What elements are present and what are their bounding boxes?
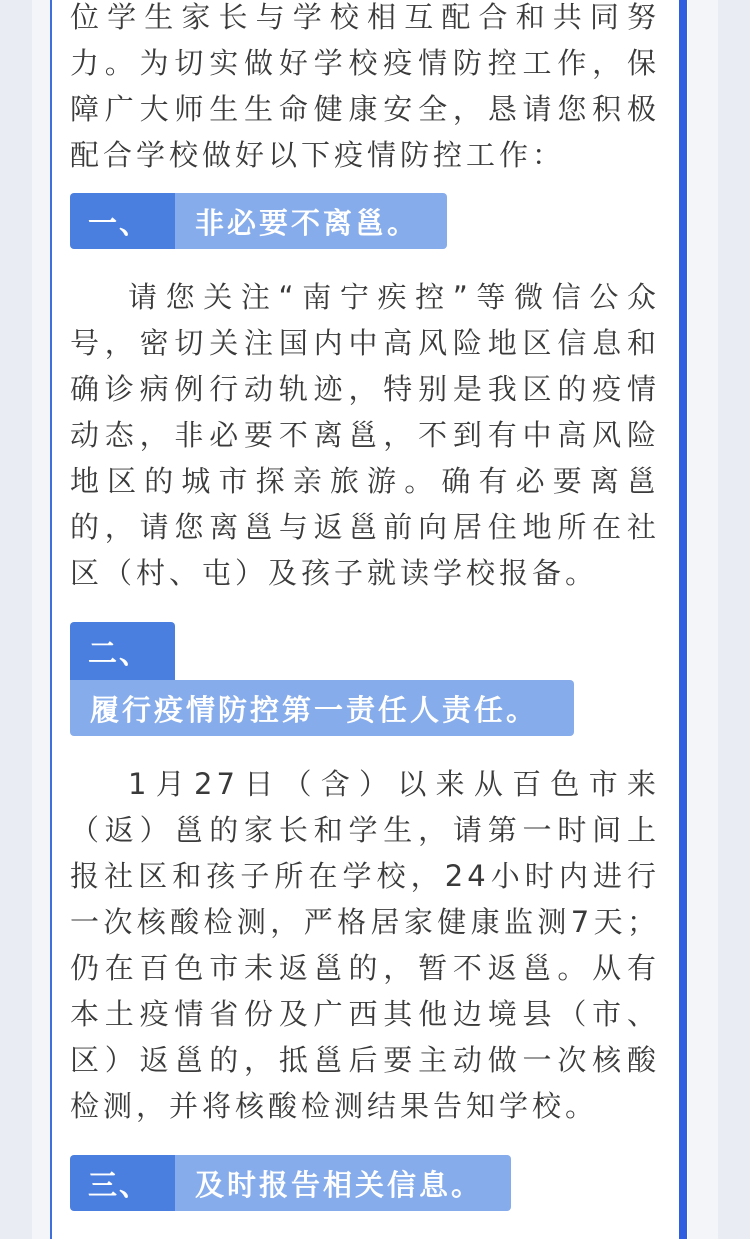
section-1-title: 非必要不离邕。 [175,193,447,249]
section-2-number: 二、 [70,622,175,680]
card-right-border [679,0,687,1239]
section-2-title: 履行疫情防控第一责任人责任。 [70,680,574,736]
section-3-heading [70,1155,511,1211]
section-1-body: 请您关注“南宁疾控”等微信公众号，密切关注国内中高风险地区信息和确诊病例行动轨迹，特别是我区的疫情动态，非必要不离邕，不到有中高风险地区的城市探亲旅游。确有必要离邕的，请您离邕与返邕前向居住地所在社区（村、屯）及孩子就读学校报备。 [70,280,660,590]
section-1-heading [70,193,447,249]
intro-paragraph: 位学生家长与学校相互配合和共同努力。为切实做好学校疫情防控工作，保障广大师生生命健康安全，恳请您积极配合学校做好以下疫情防控工作： [70,0,660,172]
section-1-number: 一、 [70,193,175,249]
section-2-body: 1月27日（含）以来从百色市来（返）邕的家长和学生，请第一时间上报社区和孩子所在学校，24小时内进行一次核酸检测，严格居家健康监测7天；仍在百色市未返邕的，暂不返邕。从有本土疫情省份及广西其他边境县（市、区）返邕的，抵邕后要主动做一次核酸检测，并将核酸检测结果告知学校。 [70,767,660,1123]
section-3-number: 三、 [70,1155,175,1211]
section-3-title: 及时报告相关信息。 [175,1155,511,1211]
